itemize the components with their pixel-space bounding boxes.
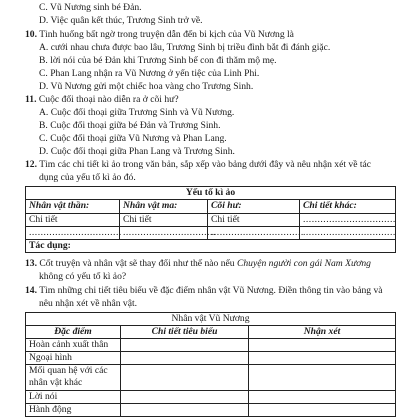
q11-option-a: A. Cuộc đối thoại giữa Trương Sinh và Vũ Nương. [39, 107, 235, 118]
table1-title: Yếu tố kì ảo [26, 187, 396, 200]
table1-header-col2: Nhân vật ma: [120, 200, 208, 214]
q10-text: Tình huống bất ngờ trong truyện dẫn đến bi kịch của Vũ Nương là [39, 29, 294, 40]
q13-text-line2: không có yếu tố kì ảo? [39, 271, 127, 282]
table2-row-label: Ngoại hình [26, 352, 121, 365]
q12-number: 12. [25, 159, 37, 170]
q12-text-line1: Tìm các chi tiết kì ảo trong văn bản, sắp xếp vào bảng dưới đây và nêu nhận xét về tác [39, 159, 372, 170]
table2-row-label: Hành động [26, 404, 121, 417]
table1-cell: ................................ [208, 227, 300, 240]
table1-cell: ................................ [300, 227, 396, 240]
q10-stem [25, 29, 294, 42]
table2-title: Nhân vật Vũ Nương [26, 313, 396, 326]
q10-option-d: D. Vũ Nương gửi một chiếc hoa vàng cho Trương Sinh. [39, 81, 254, 92]
q9-option-c: C. Vũ Nương sinh bé Đản. [39, 2, 142, 13]
table2-row-label: Hoàn cảnh xuất thân [26, 339, 121, 352]
table1-header-col1: Nhân vật thần: [26, 200, 120, 214]
q11-option-b: B. Cuộc đối thoại giữa bé Đản và Trương Sinh. [39, 120, 221, 131]
table-yeu-to-ki-ao [25, 186, 396, 253]
q10-option-a: A. cưới nhau chưa được bao lâu, Trương Sinh bị triều đình bắt đi đánh giặc. [39, 42, 331, 53]
table1-cell: Chi tiết [208, 214, 300, 227]
table1-header-col3: Cõi hư: [208, 200, 300, 214]
q11-option-d: D. Cuộc đối thoại giữa Phan Lang và Trương Sinh. [39, 146, 235, 157]
q11-stem [25, 94, 179, 107]
q14-text-line1: Tìm những chi tiết tiêu biểu về đặc điểm nhân vật Vũ Nương. Điền thông tin vào bảng và [39, 285, 383, 296]
q10-option-c: C. Phan Lang nhận ra Vũ Nương ở yến tiệc của Linh Phi. [39, 68, 260, 79]
q14-stem [25, 285, 383, 298]
table1-footer-tac-dung: Tác dụng: [26, 240, 396, 253]
table1-cell: ................................ [120, 227, 208, 240]
q10-option-b: B. lời nói của bé Đản khi Trương Sinh bế con đi thăm mộ mẹ. [39, 55, 277, 66]
q11-option-c: C. Cuộc đối thoại giữa Vũ Nương và Phan Lang. [39, 133, 227, 144]
q12-stem [25, 159, 371, 172]
q11-text: Cuộc đối thoại nào diễn ra ở cõi hư? [38, 94, 179, 105]
table1-header-col4: Chi tiết khác: [300, 200, 396, 214]
table2-header-col1: Đặc điểm [26, 326, 121, 339]
table1-cell: ................................ [26, 227, 120, 240]
q13-number: 13. [25, 258, 37, 269]
q13-stem [25, 258, 371, 271]
table2-header-col2: Chi tiết tiêu biểu [121, 326, 249, 339]
q11-number: 11. [25, 94, 37, 105]
q14-text-line2: nêu nhận xét về nhân vật. [39, 298, 138, 309]
table2-row-label: Lời nói [26, 391, 121, 404]
q12-text-line2: dụng của yếu tố kì ảo đó. [39, 172, 136, 183]
table2-header-col3: Nhận xét [249, 326, 396, 339]
q9-option-d: D. Việc quân kết thúc, Trương Sinh trở về. [39, 15, 203, 26]
table1-cell: ................................ [300, 214, 396, 227]
table-nhan-vat-vu-nuong [25, 312, 396, 417]
q13-text-italic: Chuyện người con gái Nam Xương [236, 258, 371, 269]
table1-cell: Chi tiết [26, 214, 120, 227]
q14-number: 14. [25, 285, 37, 296]
table2-row-label: Mối quan hệ với các nhân vật khác [26, 365, 121, 391]
table1-cell: Chi tiết [120, 214, 208, 227]
q10-number: 10. [25, 29, 37, 40]
q13-text-before: Cốt truyện và nhân vật sẽ thay đổi như thế nào nếu [39, 258, 237, 269]
